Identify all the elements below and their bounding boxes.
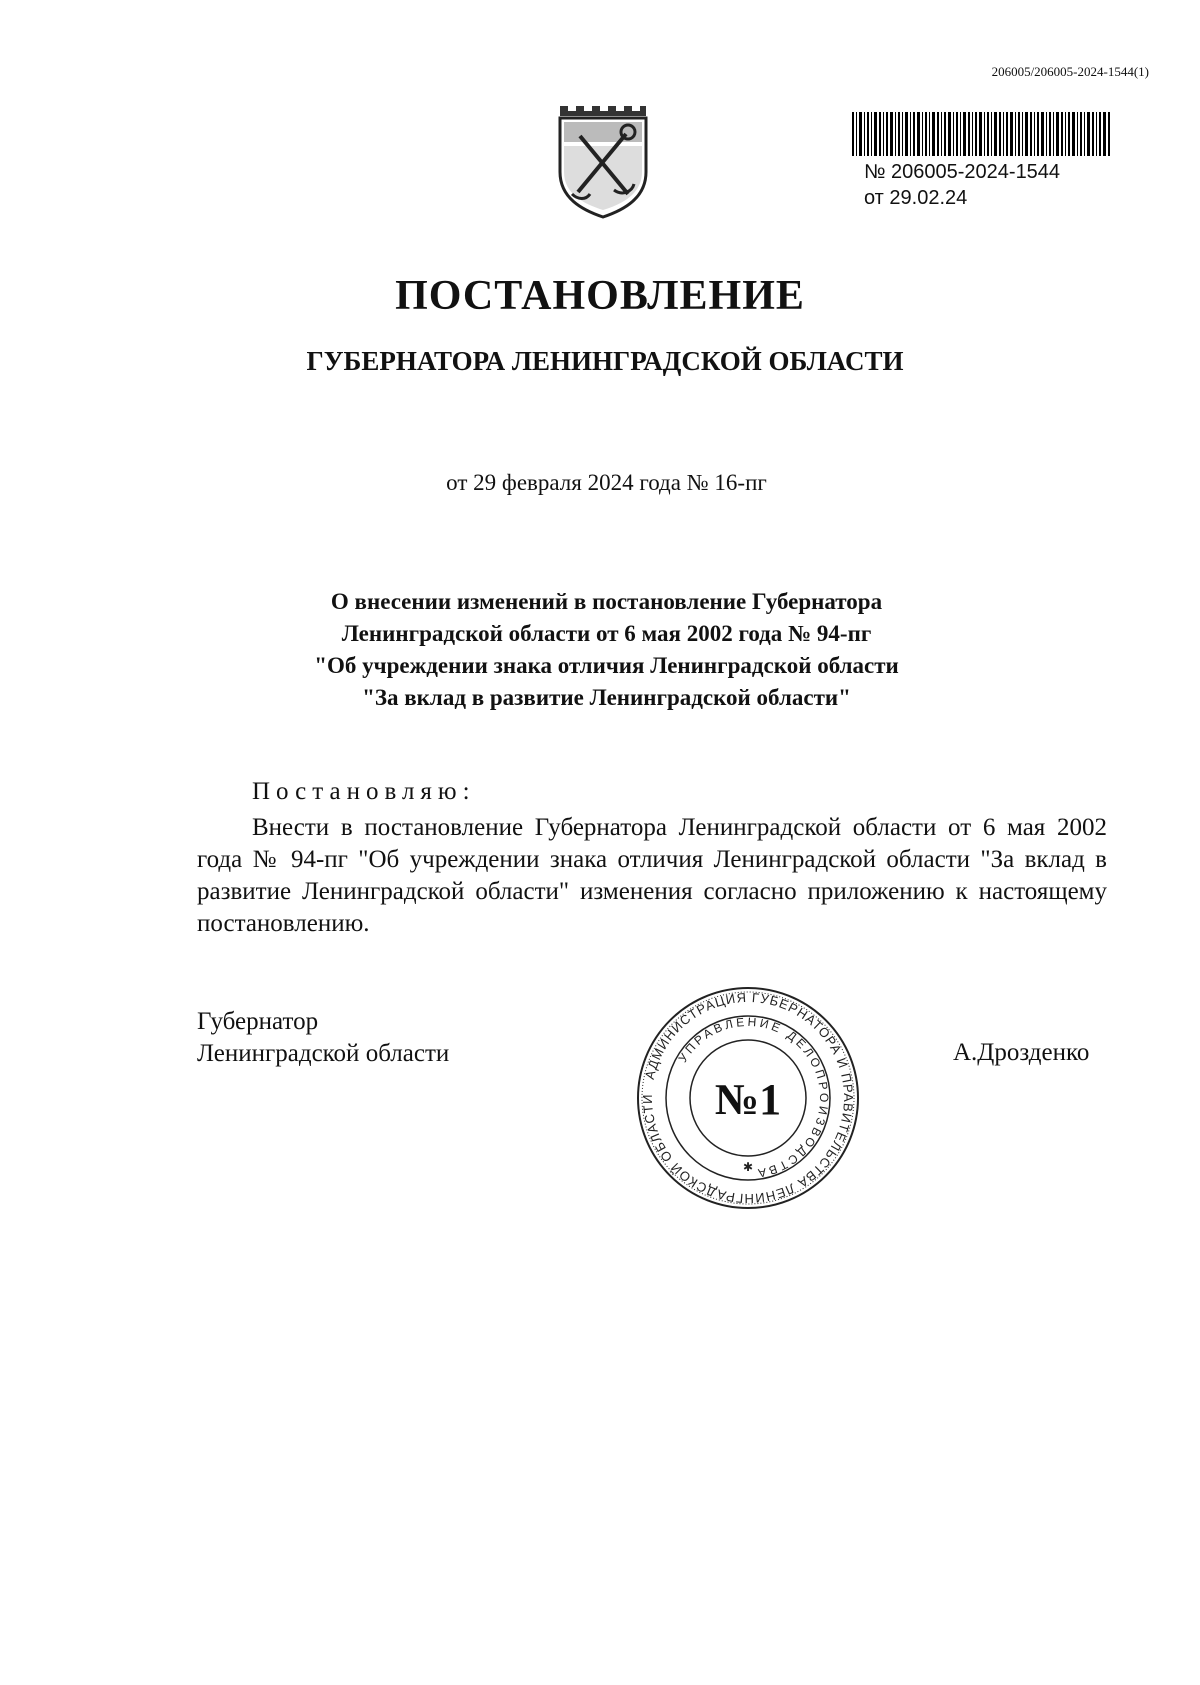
- heading-line: "Об учреждении знака отличия Ленинградской области: [314, 653, 899, 678]
- decree-word: Постановляю:: [252, 778, 476, 805]
- document-subtitle: ГУБЕРНАТОРА ЛЕНИНГРАДСКОЙ ОБЛАСТИ: [306, 346, 904, 376]
- barcode: [852, 112, 1110, 156]
- registration-date: от 29.02.24: [864, 187, 968, 209]
- position-line: Губернатор: [197, 1008, 319, 1035]
- seal-outer-text: АДМИНИСТРАЦИЯ ГУБЕРНАТОРА И ПРАВИТЕЛЬСТВА ЛЕНИНГРАДСКОЙ ОБЛАСТИ: [639, 989, 857, 1207]
- coat-of-arms-icon: [554, 102, 652, 220]
- heading-line: О внесении изменений в постановление Губернатора: [330, 589, 883, 614]
- document-id: 206005/206005-2024-1544(1): [991, 64, 1149, 79]
- decree-body: Внести в постановление Губернатора Ленинградской области от 6 мая 2002 года № 94-пг "Об учреждении знака отличия Ленинградской области "За вклад в развитие Ленинградской области" изменения согласно приложению к настоящему постановлению.: [197, 814, 1107, 937]
- heading-line: Ленинградской области от 6 мая 2002 года № 94-пг: [341, 621, 872, 646]
- seal-number: №1: [714, 1075, 782, 1124]
- heading-line: "За вклад в развитие Ленинградской области": [362, 685, 851, 710]
- seal-inner-text: УПРАВЛЕНИЕ ДЕЛОПРОИЗВОДСТВА: [675, 1014, 832, 1181]
- position-line: Ленинградской области: [197, 1040, 450, 1067]
- registration-number: № 206005-2024-1544: [864, 161, 1061, 183]
- decree-date: от 29 февраля 2024 года № 16-пг: [446, 470, 767, 495]
- signatory-name: А.Дрозденко: [953, 1039, 1090, 1066]
- decree-heading: [0, 586, 1200, 714]
- official-seal-stamp: [626, 985, 870, 1211]
- document-title: ПОСТАНОВЛЕНИЕ: [395, 273, 805, 319]
- signatory-position: [197, 1006, 449, 1070]
- seal-star-icon: ✱: [742, 1160, 754, 1174]
